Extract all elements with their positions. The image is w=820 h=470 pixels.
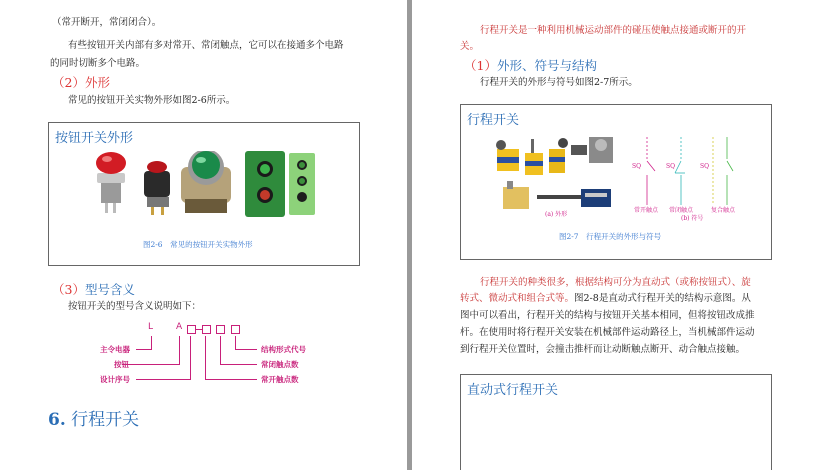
figure-button-switches — [48, 122, 360, 266]
text-line: 有些按钮开关内部有多对常开、常闭触点，它可以在接通多个电路 — [68, 40, 344, 51]
text-line: 行程开关的外形与符号如图2-7所示。 — [480, 77, 638, 88]
model-box — [231, 325, 240, 334]
model-label-no: 常开触点数 — [261, 375, 299, 384]
section-number: （2） — [52, 75, 85, 90]
para-text: 图2-8是直动式行程开关的结构示意图。从 — [574, 293, 751, 304]
travel-switch-symbols — [629, 131, 749, 211]
right-page — [412, 0, 820, 470]
para-emphasis: 转式、微动式和组合式等。 — [460, 293, 575, 304]
text-line: 按钮开关的型号含义说明如下： — [68, 301, 202, 312]
para-line: 到行程开关位置时，会撞击推杆而让动断触点断开、动合触点接触。 — [460, 344, 746, 355]
symbol-no-label: 常开触点 — [634, 207, 659, 214]
section-heading-shape — [52, 73, 110, 91]
section-title: 外形、符号与结构 — [496, 58, 597, 73]
model-box — [187, 325, 196, 334]
model-box — [216, 325, 225, 334]
figure-caption: 图2-7 行程开关的外形与符号 — [559, 232, 662, 241]
model-char-a: A — [176, 322, 183, 332]
para-line: 行程开关的种类很多，根据结构可分为直动式（或称按钮式）、旋 — [480, 277, 751, 288]
section-title: 外形 — [84, 75, 110, 90]
text-line: 的同时切断多个电路。 — [50, 58, 146, 69]
text-line: 常见的按钮开关实物外形如图2-6所示。 — [68, 95, 236, 106]
red-button-image — [96, 152, 126, 213]
text-line: （常开断开，常闭闭合）。 — [52, 17, 162, 28]
section-heading-model — [52, 280, 135, 298]
chapter-title: 行程开关 — [71, 410, 140, 430]
model-label-main: 主令电器 — [100, 345, 130, 354]
section-heading-shape-symbol — [464, 56, 597, 74]
model-label-structure: 结构形式代号 — [261, 345, 306, 354]
figure-title: 行程开关 — [467, 113, 520, 128]
model-char-l: L — [148, 322, 154, 332]
button-switch-photos — [49, 151, 359, 251]
para-line: 杆。在使用时将行程开关安装在机械部件运动路径上，当机械部件运动 — [460, 327, 755, 338]
symbol-nc-label: 常闭触点 — [669, 207, 694, 214]
figure-travel-switch — [460, 104, 772, 260]
symbol-sq-label: SQ — [632, 163, 642, 170]
section-title: 型号含义 — [84, 282, 135, 297]
black-button-image — [144, 161, 170, 215]
section-number: （3） — [52, 282, 85, 297]
intro-line: 行程开关是一种利用机械运动部件的碰压使触点接通或断开的开 — [480, 25, 747, 36]
symbol-sq-label: SQ — [666, 163, 676, 170]
chapter-heading — [48, 405, 139, 430]
model-label-design: 设计序号 — [100, 375, 130, 384]
figure-direct-travel-switch — [460, 374, 772, 470]
section-number: （1） — [464, 58, 497, 73]
para-line — [460, 290, 751, 307]
green-button-image — [181, 151, 231, 213]
para-line: 图中可以看出，行程开关的结构与按钮开关基本相同，但将按钮改成推 — [460, 310, 755, 321]
model-label-button: 按钮 — [114, 360, 129, 369]
sub-caption-b: (b) 符号 — [681, 215, 704, 222]
intro-line: 关。 — [460, 41, 480, 52]
green-box-image — [245, 151, 285, 217]
sub-caption-a: (a) 外形 — [545, 211, 568, 218]
symbol-sq-label: SQ — [700, 163, 710, 170]
light-green-box-image — [289, 153, 315, 215]
model-box — [202, 325, 211, 334]
left-page — [0, 0, 408, 470]
chapter-number: 6. — [48, 410, 66, 430]
symbol-combo-label: 复合触点 — [711, 207, 736, 214]
figure-caption: 图2-6 常见的按钮开关实物外形 — [143, 240, 253, 249]
figure-title: 按钮开关外形 — [55, 131, 134, 146]
figure-title: 直动式行程开关 — [467, 383, 559, 398]
model-label-nc: 常闭触点数 — [261, 360, 299, 369]
